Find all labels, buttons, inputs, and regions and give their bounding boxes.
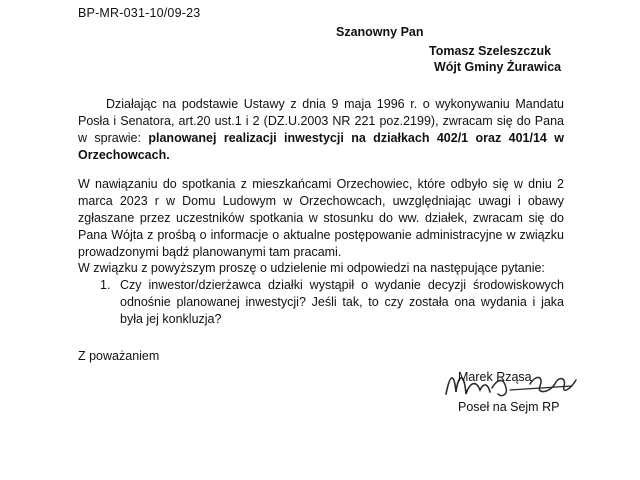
closing-phrase: Z poważaniem [78, 349, 160, 363]
paragraph-context: W nawiązaniu do spotkania z mieszkańcami Orzechowiec, które odbyło się w dniu 2 marca 2023 r w Domu Ludowym w Orzechowcach, uwzględniając uwagi i obawy zgłaszane przez uczestników spotkania w stosunku do ww. działek, zwracam się do Pana Wójta z prośbą o informacje o aktualne postępowanie administracyjne w związku prowadzonymi bądź planowanymi tam pracami. [78, 177, 564, 259]
addressee-position: Wójt Gminy Żurawica [434, 60, 562, 74]
question-list [78, 277, 564, 328]
list-item [78, 277, 564, 328]
addressee-salutation: Szanowny Pan [336, 25, 424, 39]
paragraph-subject: planowanej realizacji inwestycji na działkach 402/1 oraz 401/14 w Orzechowcach. [78, 131, 564, 162]
signatory-title: Poseł na Sejm RP [458, 400, 560, 414]
paragraph-intro [78, 96, 564, 164]
paragraph-request: W związku z powyższym proszę o udzielenie mi odpowiedzi na następujące pytanie: [78, 261, 545, 275]
signatory-name: Marek Rząsa [458, 370, 532, 384]
addressee-name: Tomasz Szeleszczuk [429, 44, 552, 58]
question-number: 1. [100, 278, 111, 292]
reference-number: BP-MR-031-10/09-23 [78, 6, 201, 20]
question-text: Czy inwestor/dzierżawca działki wystąpił o wydanie decyzji środowiskowych odnośnie planowanej inwestycji? Jeśli tak, to czy została ona wydania i jaka była jej konkluzja? [120, 278, 564, 326]
paragraph-intro-text: Działając na podstawie Ustawy z dnia 9 maja 1996 r. o wykonywaniu Mandatu Posła i Senatora, art.20 ust.1 i 2 (DZ.U.2003 NR 221 poz.2199), zwracam się do Pana w sprawie: [78, 97, 564, 145]
